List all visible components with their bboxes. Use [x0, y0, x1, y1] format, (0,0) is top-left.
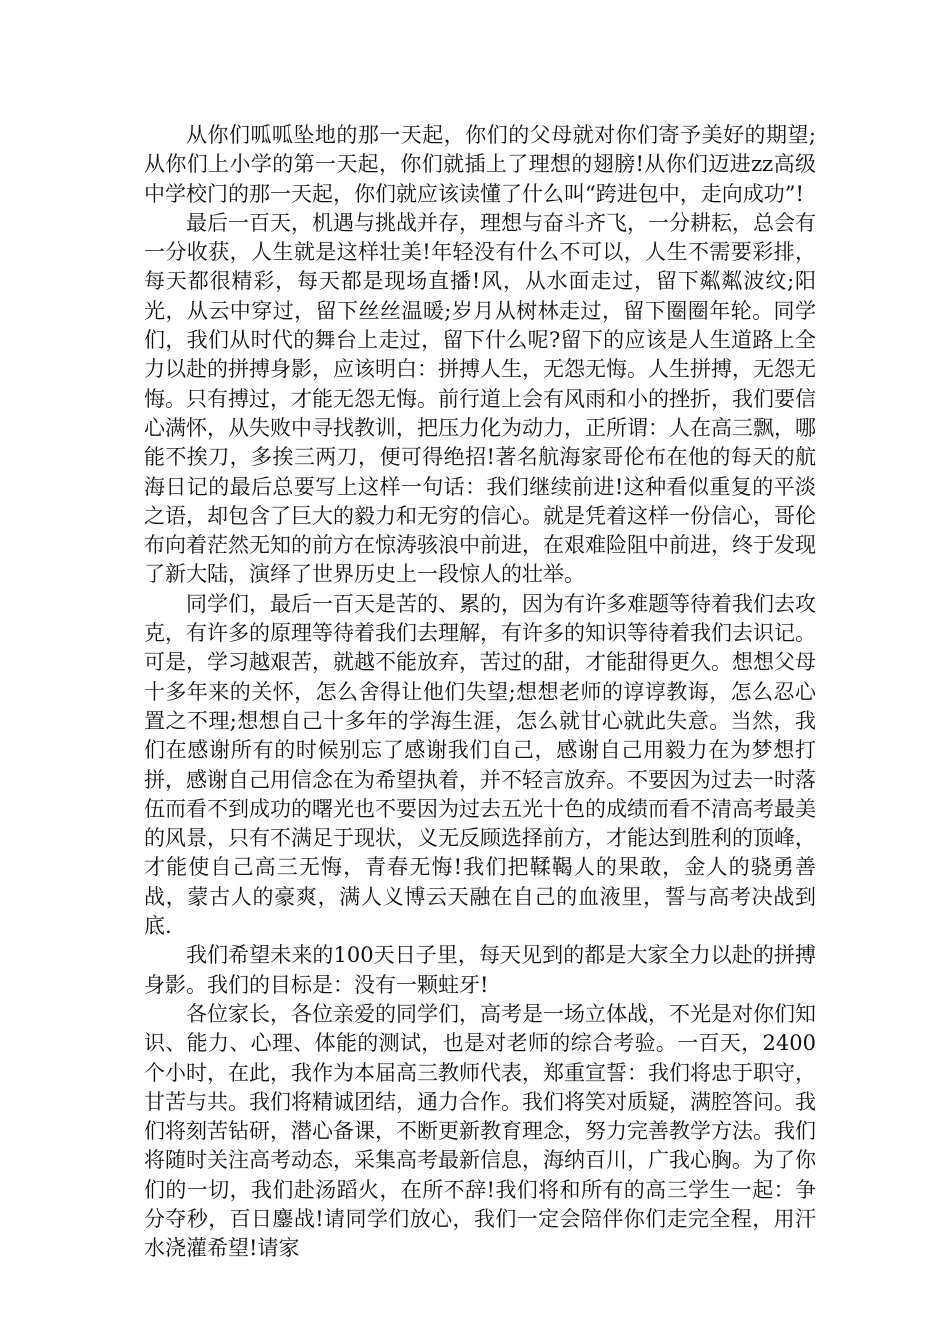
document-body: [144, 121, 816, 1264]
paragraph-hardship: 同学们，最后一百天是苦的、累的，因为有许多难题等待着我们去攻克，有许多的原理等待着我们去理解，有许多的知识等待着我们去识记。可是，学习越艰苦，就越不能放弃，苦过的甜，才能甜得更久。想想父母十多年来的关怀，怎么舍得让他们失望;想想老师的谆谆教诲，怎么忍心置之不理;想想自己十多年的学海生涯，怎么就甘心就此失意。当然，我们在感谢所有的时候别忘了感谢我们自己，感谢自己用毅力在为梦想打拼，感谢自己用信念在为希望执着，并不轻言放弃。不要因为过去一时落伍而看不到成功的曙光也不要因为过去五光十色的成绩而看不清高考最美的风景，只有不满足于现状，义无反顾选择前方，才能达到胜利的顶峰，才能使自己高三无悔，青春无悔!我们把鞣鞨人的果敢，金人的骁勇善战，蒙古人的豪爽，满人义博云天融在自己的血液里，誓与高考决战到底.: [144, 591, 816, 939]
paragraph-childhood-hopes: 从你们呱呱坠地的那一天起，你们的父母就对你们寄予美好的期望;从你们上小学的第一天起，你们就插上了理想的翅膀!从你们迈进zz高级中学校门的那一天起，你们就应该读懂了什么叫“跨进包中，走向成功”!: [144, 123, 816, 206]
paragraph-teacher-oath: 各位家长，各位亲爱的同学们，高考是一场立体战，不光是对你们知识、能力、心理、体能的测试，也是对老师的综合考验。一百天，2400个小时，在此，我作为本届高三教师代表，郑重宣誓：我们将忠于职守，甘苦与共。我们将精诚团结，通力合作。我们将笑对质疑，满腔答问。我们将刻苦钻研，潜心备课，不断更新教育理念，努力完善教学方法。我们将随时关注高考动态，采集高考最新信息，海纳百川，广我心胸。为了你们的一切，我们赴汤蹈火，在所不辞!我们将和所有的高三学生一起：争分夺秒，百日鏖战!请同学们放心，我们一定会陪伴你们走完全程，用汗水浇灌希望!请家: [144, 1001, 816, 1261]
paragraph-hope: 我们希望未来的100天日子里，每天见到的都是大家全力以赴的拼搏身影。我们的目标是：没有一颗蛀牙!: [144, 943, 816, 997]
paragraph-last-hundred-days: 最后一百天，机遇与挑战并存，理想与奋斗齐飞，一分耕耘，总会有一分收获，人生就是这样壮美!年轻没有什么不可以，人生不需要彩排，每天都很精彩，每天都是现场直播!风，从水面走过，留下粼粼波纹;阳光，从云中穿过，留下丝丝温暖;岁月从树林走过，留下圈圈年轮。同学们，我们从时代的舞台上走过，留下什么呢?留下的应该是人生道路上全力以赴的拼搏身影，应该明白：拼搏人生，无怨无悔。人生拼搏，无怨无悔。只有搏过，才能无怨无悔。前行道上会有风雨和小的挫折，我们要信心满怀，从失败中寻找教训，把压力化为动力，正所谓：人在高三飘，哪能不挨刀，多挨三两刀，便可得绝招!著名航海家哥伦布在他的每天的航海日记的最后总要写上这样一句话：我们继续前进!这种看似重复的平淡之语，却包含了巨大的毅力和无穷的信心。就是凭着这样一份信心，哥伦布向着茫然无知的前方在惊涛骇浪中前进，在艰难险阻中前进，终于发现了新大陆，演绎了世界历史上一段惊人的壮举。: [144, 210, 816, 587]
